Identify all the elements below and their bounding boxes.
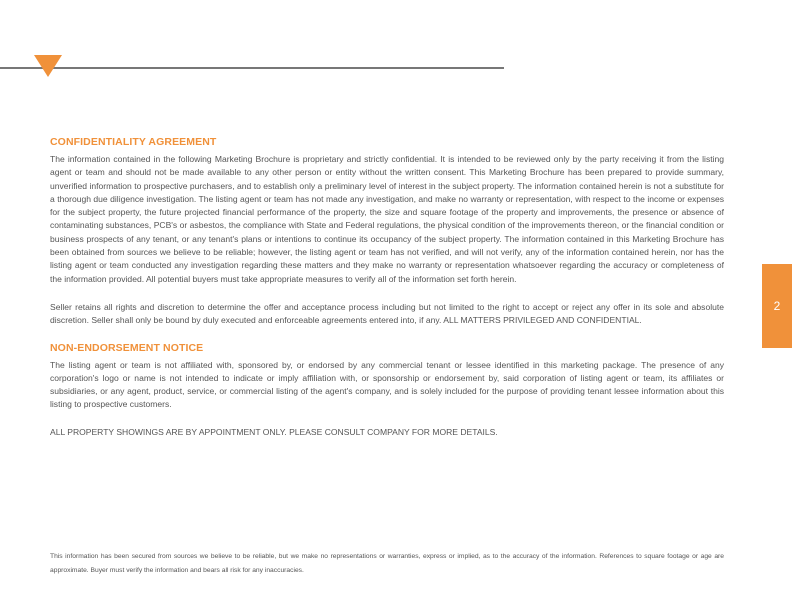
page-number: 2 [773, 299, 781, 313]
main-content [50, 136, 724, 439]
non-endorsement-paragraph: The listing agent or team is not affiliated with, sponsored by, or endorsed by any commercial tenant or lessee identified in this marketing package. The presence of any corporation's logo or name is not intended to indicate or imply affiliation with, or sponsorship or endorsement by, said corporation of listing agent or team, its affiliates or subsidiaries, or any agent, product, service, or commercial listing of the agent's company, and is solely included for the purpose of providing tenant lessee information about this listing to prospective customers. [50, 359, 724, 410]
page-number-tab [762, 264, 792, 348]
non-endorsement-heading: NON-ENDORSEMENT NOTICE [50, 341, 204, 354]
header-divider-line [0, 67, 504, 69]
confidentiality-heading: CONFIDENTIALITY AGREEMENT [50, 136, 217, 148]
header-triangle-marker [34, 55, 62, 77]
confidentiality-paragraph-1: The information contained in the following Marketing Brochure is proprietary and strictly confidential. It is intended to be reviewed only by the party receiving it from the listing agent or team and should not be made available to any other person or entity without the written consent. This Marketing Brochure has been prepared to provide summary, unverified information to prospective purchasers, and to establish only a preliminary level of interest in the subject property. The information contained herein is not a substitute for a thorough due diligence investigation. The listing agent or team has not made any investigation, and make no warranty or representation, with respect to the income or expenses for the subject property, the future projected financial performance of the property, the size and square footage of the property and improvements, the presence or absence of contaminating substances, PCB's or asbestos, the compliance with State and Federal regulations, the physical condition of the improvements thereon, or the financial condition or business prospects of any tenant, or any tenant's plans or intentions to continue its occupancy of the subject property. The information contained in this Marketing Brochure has been obtained from sources we believe to be reliable; however, the listing agent or team has not verified, and will not verify, any of the information contained herein, nor has the listing agent or team conducted any investigation regarding these matters and they make no warranty or representation whatsoever regarding the accuracy or completeness of the information provided. All potential buyers must take appropriate measures to verify all of the information set forth herein. [50, 154, 724, 284]
confidentiality-paragraph-2: Seller retains all rights and discretion to determine the offer and acceptance process including but not limited to the right to accept or reject any offer in its sole and absolute discretion. Seller shall only be bound by duly executed and enforceable agreements entered into, if any. ALL MATTERS PRIVILEGED AND CONFIDENTIAL. [50, 301, 724, 326]
showings-notice: ALL PROPERTY SHOWINGS ARE BY APPOINTMENT ONLY. PLEASE CONSULT COMPANY FOR MORE DETAILS. [50, 426, 498, 437]
footer-disclaimer: This information has been secured from sources we believe to be reliable, but we make no representations or warranties, express or implied, as to the accuracy of the information. References to square footage or age are approximate. Buyer must verify the information and bears all risk for any inaccuracies. [50, 553, 724, 574]
